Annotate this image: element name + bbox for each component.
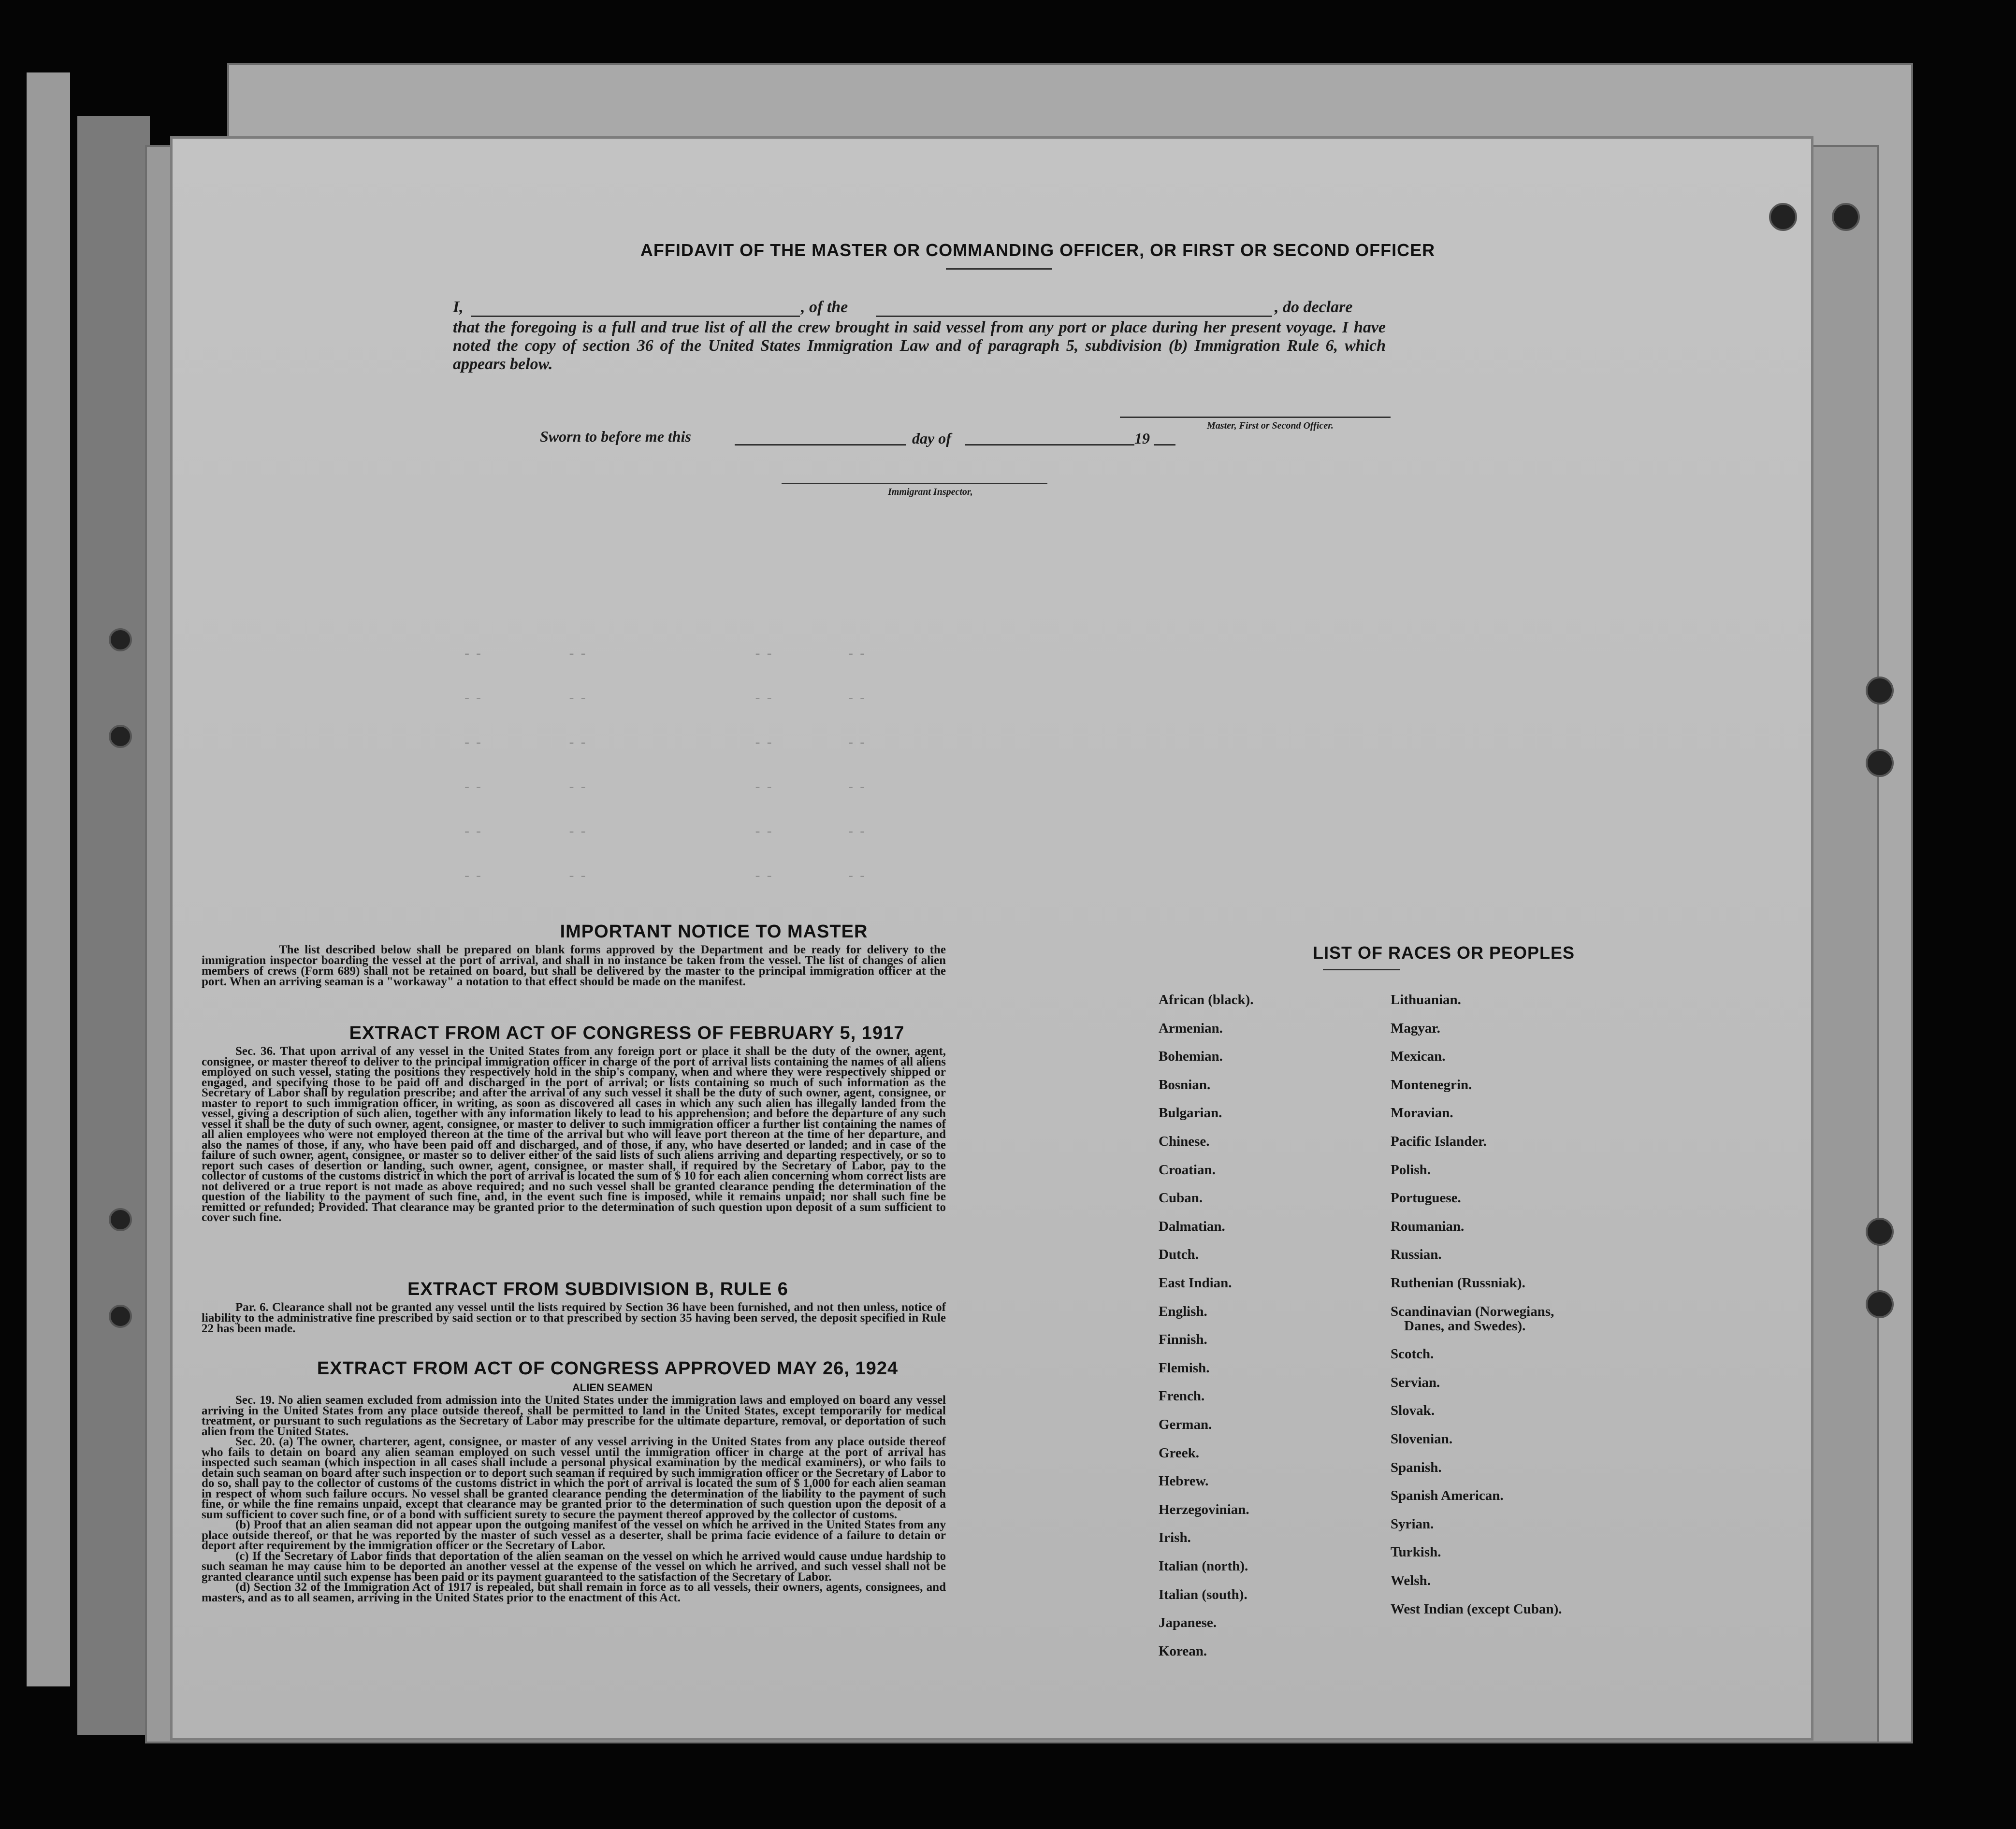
race-item: Korean.: [1159, 1643, 1207, 1659]
race-item: Portuguese.: [1391, 1190, 1461, 1206]
punch-hole: [1866, 749, 1894, 777]
day-of-text: day of: [912, 430, 951, 447]
affidavit-of-the: , of the: [801, 298, 848, 316]
race-item: Magyar.: [1391, 1020, 1440, 1036]
extract-1924-body: [202, 1395, 946, 1603]
punch-hole: [109, 725, 132, 748]
year-text: 19: [1134, 430, 1150, 447]
inspector-caption: Immigrant Inspector,: [888, 487, 973, 497]
race-item: Italian (north).: [1159, 1558, 1248, 1574]
extract-1924-title: EXTRACT FROM ACT OF CONGRESS APPROVED MAY 26, 1924: [317, 1358, 899, 1379]
race-item: Turkish.: [1391, 1544, 1441, 1560]
sec20b-paragraph: (b) Proof that an alien seaman did not appear upon the outgoing manifest of the vessel on which he arrived in the United States from any place outside thereof, or that he was reported by the master of such vessel as a deserter, shall be prima facie evidence of a failure to detain or deport after requirement by the immigration officer or the Secretary of Labor.: [202, 1518, 946, 1552]
rule6-body: Par. 6. Clearance shall not be granted any vessel until the lists required by Section 36 have been furnished, and not then unless, notice of liability to the administrative fine prescribed by said section or to that prescribed by section 35 having been served, the deposit specified in Rule 22 has been made.: [202, 1301, 946, 1335]
race-item: Moravian.: [1391, 1105, 1453, 1121]
punch-hole: [1866, 677, 1894, 705]
race-item: Bosnian.: [1159, 1077, 1211, 1093]
races-title: LIST OF RACES OR PEOPLES: [1312, 943, 1575, 963]
sworn-month-blank[interactable]: [965, 444, 1134, 446]
notice-body: The list described below shall be prepared on blank forms approved by the Department and be ready for delivery to the immigration inspector boarding the vessel at the port of arrival, and shall in no instance be taken from the vessel. The list of changes of alien members of crews (Form 689) shall not be retained on board, but shall be delivered by the master to the principal immigration officer at the port. When an arriving seaman is a "workaway" a notation to that effect should be made on the manifest.: [202, 943, 946, 988]
race-item: Roumanian.: [1391, 1218, 1465, 1234]
race-item: Greek.: [1159, 1445, 1200, 1461]
affidavit-declare: , do declare: [1275, 298, 1353, 316]
punch-hole: [109, 1305, 132, 1328]
inspector-signature-line[interactable]: [782, 483, 1047, 484]
affidavit-i: I,: [453, 298, 464, 316]
sec20a-paragraph: Sec. 20. (a) The owner, charterer, agent, consignee, or master of any vessel arriving in the United States from any place outside thereof who fails to detain on board any alien seaman employed on such vessel until the immigration officer in charge at the port of arrival has inspected such seaman (which inspection in all cases shall include a personal physical examination by the medical examiners), or who fails to detain such seaman on board after such inspection or to deport such seaman if required by such immigration officer or the Secretary of Labor to do so, shall pay to the collector of customs of the customs district in which the port of arrival is located the sum of $ 1,000 for each alien seaman in respect of whom such failure occurs. No vessel shall be granted clearance pending the determination of the liability to the payment of such fine, or while the fine remains unpaid, except that clearance may be granted prior to the determination of such question upon the deposit of a sum sufficient to cover such fine, or of a bond with sufficient surety to secure the payment thereof approved by the collector of customs.: [202, 1435, 946, 1521]
race-item: Danes, and Swedes).: [1404, 1318, 1526, 1334]
race-item: Slovak.: [1391, 1403, 1435, 1419]
race-item: Flemish.: [1159, 1360, 1210, 1376]
race-item: Dutch.: [1159, 1247, 1199, 1263]
races-title-rule: [1323, 969, 1400, 970]
race-item: African (black).: [1159, 992, 1254, 1008]
punch-hole: [1866, 1290, 1894, 1318]
race-item: Scandinavian (Norwegians,: [1391, 1303, 1554, 1319]
ghost-bleed-through: ‑‑ ‑‑ ‑‑ ‑‑ ‑‑ ‑‑ ‑‑ ‑‑ ‑‑ ‑‑ ‑‑ ‑‑ ‑‑ ‑‑ ‑‑ ‑‑ ‑‑ ‑‑ ‑‑ ‑‑ ‑‑ ‑‑ ‑‑ ‑‑: [463, 645, 870, 884]
race-item: Chinese.: [1159, 1134, 1210, 1149]
race-item: East Indian.: [1159, 1275, 1232, 1291]
race-item: Servian.: [1391, 1374, 1440, 1390]
race-item: French.: [1159, 1388, 1205, 1404]
race-item: Russian.: [1391, 1247, 1442, 1263]
sec19-paragraph: Sec. 19. No alien seamen excluded from admission into the United States under the immigration laws and employed on board any vessel arriving in the United States from any place outside thereof, shall be permitted to land in the United States, except temporarily for medical treatment, or pursuant to such regulations as the Secretary of Labor may prescribe for the ultimate departure, removal, or deportation of such alien from the United States.: [202, 1394, 946, 1438]
race-item: Spanish.: [1391, 1459, 1442, 1475]
race-item: Italian (south).: [1159, 1586, 1247, 1602]
race-item: Lithuanian.: [1391, 992, 1461, 1008]
extract-1917-title: EXTRACT FROM ACT OF CONGRESS OF FEBRUARY 5, 1917: [349, 1023, 905, 1043]
race-item: Hebrew.: [1159, 1473, 1209, 1489]
name-blank[interactable]: [471, 316, 800, 317]
punch-hole: [1832, 203, 1860, 231]
race-item: Montenegrin.: [1391, 1077, 1472, 1093]
race-item: Herzegovinian.: [1159, 1501, 1249, 1517]
extract-1917-body: Sec. 36. That upon arrival of any vessel in the United States from any foreign port or place it shall be the duty of the owner, agent, consignee, or master thereof to deliver to the principal immigration officer in charge of the port of arrival lists containing the names of all aliens employed on such vessel, stating the positions they respectively hold in the ship's company, when and where they were respectively shipped or engaged, and specifying those to be paid off and discharged in the port of arrival; or lists containing so much of such information as the Secretary of Labor shall by regulation prescribe; and after the arrival of any such vessel it shall be the duty of such owner, agent, consignee, or master to report to such immigration officer, in writing, as soon as discovered all cases in which any such alien has illegally landed from the vessel, giving a description of such alien, together with any information likely to lead to his apprehension; and before the departure of any such vessel it shall be the duty of such owner, agent, consignee, or master to deliver to such immigration officer a further list containing the names of all alien employees who were not employed thereon at the time of the arrival but who will leave port thereon at the time of her departure, and also the names of those, if any, who have been paid off and discharged, and of those, if any, who have deserted or landed; and in case of the failure of such owner, agent, consignee, or master so to deliver either of the said lists of such aliens arriving and departing respectively, or so to report such cases of desertion or landing, such owner, agent, consignee, or master shall, if required by the Secretary of Labor, pay to the collector of customs of the customs district in which the port of arrival is located the sum of $ 10 for each alien concerning whom correct lists are not delivered or a true report is not made as above required; and no such vessel shall be granted clearance pending the determination of the question of the liability to the payment of such fine, and, in the event such fine is imposed, while it remains unpaid; nor shall such fine be remitted or refunded; Provided. That clearance may be granted prior to the determination of such question upon deposit of a sum sufficient to cover such fine.: [202, 1045, 946, 1224]
race-item: Polish.: [1391, 1162, 1431, 1178]
race-item: Bohemian.: [1159, 1049, 1223, 1065]
affidavit-title-rule: [946, 268, 1052, 270]
race-item: Dalmatian.: [1159, 1218, 1225, 1234]
punch-hole: [1866, 1218, 1894, 1246]
race-item: English.: [1159, 1303, 1207, 1319]
punch-hole: [109, 628, 132, 651]
master-signature-line[interactable]: [1120, 417, 1391, 418]
sworn-text: Sworn to before me this: [540, 428, 691, 445]
race-item: German.: [1159, 1417, 1212, 1432]
affidavit-title: AFFIDAVIT OF THE MASTER OR COMMANDING OFFICER, OR FIRST OR SECOND OFFICER: [640, 240, 1436, 260]
race-item: Pacific Islander.: [1391, 1134, 1487, 1149]
affidavit-body: that the foregoing is a full and true list of all the crew brought in said vessel from any port or place during her present voyage. I have noted the copy of section 36 of the United States Immigration Law and of paragraph 5, subdivision (b) Immigration Rule 6, which appears below.: [453, 318, 1386, 373]
manifest-page: [170, 136, 1813, 1741]
race-item: Cuban.: [1159, 1190, 1203, 1206]
race-item: Bulgarian.: [1159, 1105, 1222, 1121]
extract-1924-subtitle: ALIEN SEAMEN: [572, 1382, 653, 1394]
race-item: Finnish.: [1159, 1332, 1207, 1348]
race-item: Spanish American.: [1391, 1488, 1504, 1504]
race-item: West Indian (except Cuban).: [1391, 1601, 1562, 1617]
left-paper-edge: [27, 72, 70, 1686]
race-item: Slovenian.: [1391, 1431, 1453, 1447]
punch-hole: [109, 1208, 132, 1231]
notice-title: IMPORTANT NOTICE TO MASTER: [560, 922, 868, 942]
rule6-title: EXTRACT FROM SUBDIVISION B, RULE 6: [407, 1279, 788, 1299]
vessel-blank[interactable]: [876, 316, 1272, 317]
punch-hole: [1769, 203, 1797, 231]
sworn-day-blank[interactable]: [735, 444, 906, 446]
race-item: Japanese.: [1159, 1615, 1217, 1631]
race-item: Ruthenian (Russniak).: [1391, 1275, 1525, 1291]
sworn-year-blank[interactable]: [1154, 444, 1175, 446]
sec20d-paragraph: (d) Section 32 of the Immigration Act of 1917 is repealed, but shall remain in force as to all vessels, their owners, agents, consignees, and masters, and as to all seamen, arriving in the United States prior to the enactment of this Act.: [202, 1581, 946, 1604]
race-item: Scotch.: [1391, 1346, 1434, 1362]
left-paper-edge-2: [77, 116, 150, 1735]
race-item: Mexican.: [1391, 1049, 1446, 1065]
race-item: Armenian.: [1159, 1020, 1223, 1036]
race-item: Croatian.: [1159, 1162, 1216, 1178]
race-item: Irish.: [1159, 1530, 1191, 1546]
sec20c-paragraph: (c) If the Secretary of Labor finds that deportation of the alien seaman on the vessel on which he arrived would cause undue hardship to such seaman he may cause him to be deported an another vessel at the expense of the vessel on which he arrived, and such vessel shall not be granted clearance until such expense has been paid or its payment guaranteed to the satisfaction of the Secretary of Labor.: [202, 1549, 946, 1584]
master-caption: Master, First or Second Officer.: [1207, 420, 1334, 431]
race-item: Syrian.: [1391, 1516, 1434, 1532]
race-item: Welsh.: [1391, 1573, 1431, 1588]
